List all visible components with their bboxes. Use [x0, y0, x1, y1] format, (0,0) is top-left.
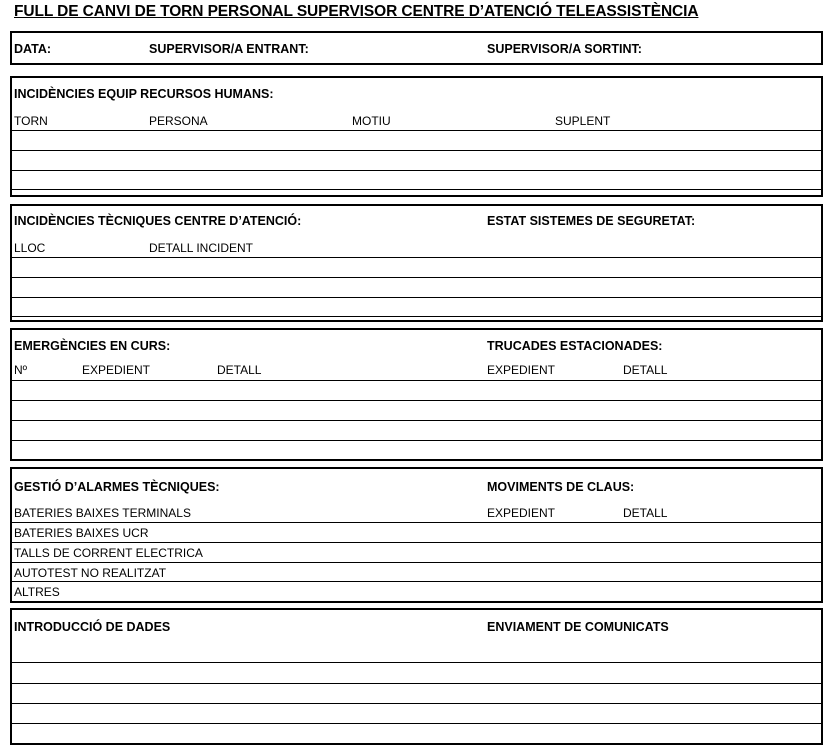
table-row-line: [12, 581, 821, 582]
column-header-suplent: SUPLENT: [555, 114, 611, 128]
column-header-detall-right: DETALL: [623, 363, 668, 377]
table-row-line: [12, 380, 821, 381]
emergencies-section: [10, 328, 823, 461]
alarm-row-label: BATERIES BAIXES TERMINALS: [14, 506, 191, 520]
table-row-line: [12, 562, 821, 563]
column-header-detall: DETALL: [217, 363, 262, 377]
table-row-line: [12, 440, 821, 441]
column-header-expedient: EXPEDIENT: [82, 363, 151, 377]
technical-alarms-heading: GESTIÓ D’ALARMES TÈCNIQUES:: [14, 480, 220, 494]
table-row-line: [12, 542, 821, 543]
alarm-row-label: TALLS DE CORRENT ELECTRICA: [14, 546, 203, 560]
table-row-line: [12, 683, 821, 684]
table-row-line: [12, 316, 821, 317]
outgoing-supervisor-label: SUPERVISOR/A SORTINT:: [487, 42, 642, 56]
table-row-line: [12, 130, 821, 131]
column-header-detall-incident: DETALL INCIDENT: [149, 241, 254, 255]
table-row-line: [12, 170, 821, 171]
technical-alarms-section: [10, 467, 823, 603]
column-header-persona: PERSONA: [149, 114, 208, 128]
data-entry-heading: INTRODUCCIÓ DE DADES: [14, 620, 171, 634]
emergencies-heading: EMERGÈNCIES EN CURS:: [14, 339, 171, 353]
table-row-line: [12, 723, 821, 724]
table-row-line: [12, 257, 821, 258]
table-row-line: [12, 662, 821, 663]
tech-incidents-heading: INCIDÈNCIES TÈCNIQUES CENTRE D’ATENCIÓ:: [14, 214, 302, 228]
page-title: FULL DE CANVI DE TORN PERSONAL SUPERVISOR CENTRE D’ATENCIÓ TELEASSISTÈNCIA: [14, 3, 699, 20]
parked-calls-heading: TRUCADES ESTACIONADES:: [487, 339, 663, 353]
tech-incidents-section: [10, 204, 823, 322]
table-row-line: [12, 189, 821, 190]
column-header-detall-right: DETALL: [623, 506, 668, 520]
header-box: [10, 31, 823, 65]
column-header-motiu: MOTIU: [352, 114, 391, 128]
column-header-torn: TORN: [14, 114, 48, 128]
table-row-line: [12, 400, 821, 401]
table-row-line: [12, 522, 821, 523]
table-row-line: [12, 420, 821, 421]
table-row-line: [12, 297, 821, 298]
hr-incidents-heading: INCIDÈNCIES EQUIP RECURSOS HUMANS:: [14, 87, 274, 101]
key-movements-heading: MOVIMENTS DE CLAUS:: [487, 480, 635, 494]
column-header-number: Nº: [14, 363, 28, 377]
column-header-expedient-right: EXPEDIENT: [487, 363, 556, 377]
alarm-row-label: AUTOTEST NO REALITZAT: [14, 566, 167, 580]
incoming-supervisor-label: SUPERVISOR/A ENTRANT:: [149, 42, 309, 56]
alarm-row-label: ALTRES: [14, 585, 60, 599]
hr-incidents-section: [10, 76, 823, 197]
security-systems-heading: ESTAT SISTEMES DE SEGURETAT:: [487, 214, 696, 228]
date-label: DATA:: [14, 42, 52, 56]
column-header-expedient-right: EXPEDIENT: [487, 506, 556, 520]
data-entry-section: [10, 608, 823, 745]
column-header-lloc: LLOC: [14, 241, 46, 255]
table-row-line: [12, 703, 821, 704]
alarm-row-label: BATERIES BAIXES UCR: [14, 526, 149, 540]
table-row-line: [12, 277, 821, 278]
table-row-line: [12, 150, 821, 151]
communications-heading: ENVIAMENT DE COMUNICATS: [487, 620, 669, 634]
